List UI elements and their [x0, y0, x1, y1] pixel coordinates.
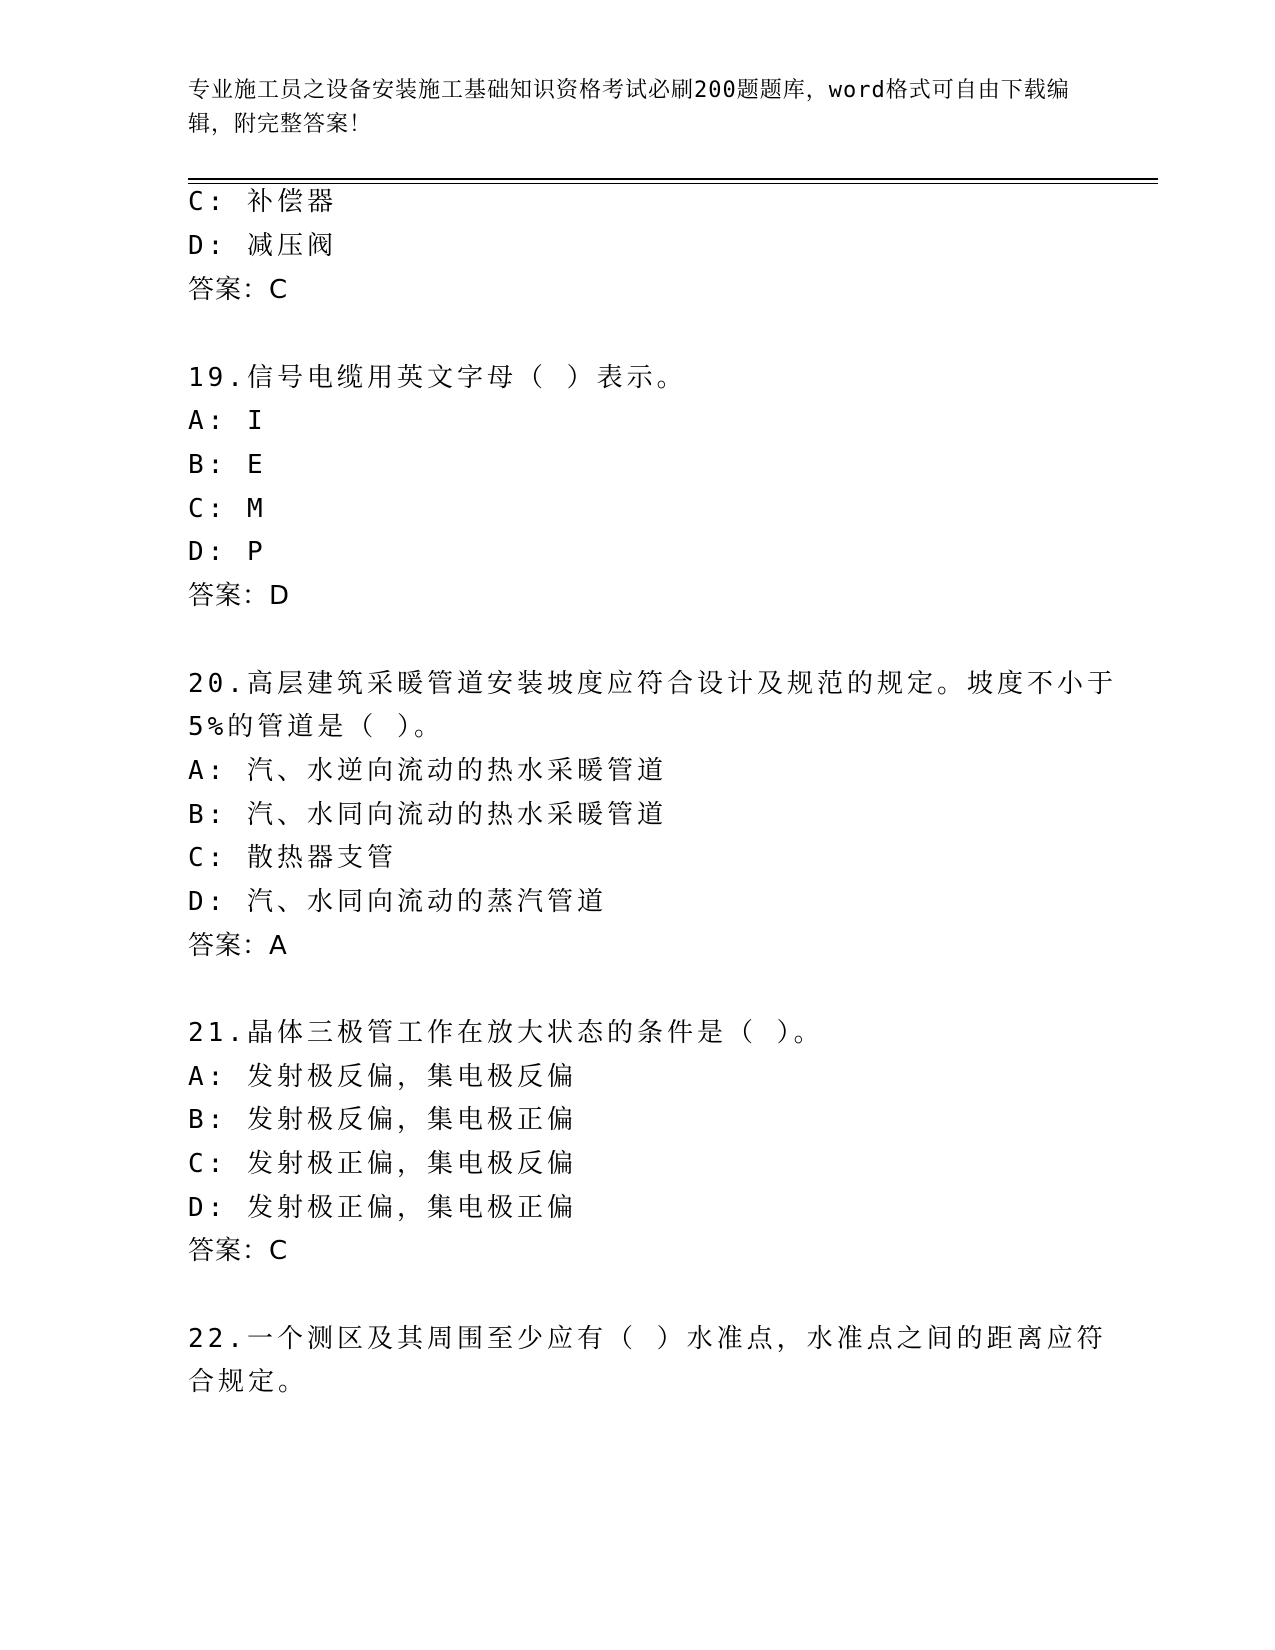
answer-line: 答案：A	[188, 931, 288, 961]
option-c: C: 补偿器	[188, 187, 337, 217]
option-b: B: 发射极反偏，集电极正偏	[188, 1105, 577, 1135]
question-stem-continued: 5%的管道是（ ）。	[188, 712, 444, 742]
option-d: D: 发射极正偏，集电极正偏	[188, 1193, 577, 1223]
answer-line: 答案：C	[188, 275, 289, 305]
question-stem: 21.晶体三极管工作在放大状态的条件是（ ）。	[188, 1018, 824, 1048]
option-c: C: 散热器支管	[188, 843, 397, 873]
option-a: A: I	[188, 406, 267, 436]
answer-line: 答案：C	[188, 1236, 289, 1266]
document-title: 专业施工员之设备安装施工基础知识资格考试必刷200题题库，word格式可自由下载编辑，附完整答案！	[188, 78, 1070, 137]
header-divider-thick	[188, 178, 1158, 180]
option-c: C: 发射极正偏，集电极反偏	[188, 1149, 577, 1179]
header-divider-thin	[188, 183, 1158, 184]
option-b: B: 汽、水同向流动的热水采暖管道	[188, 800, 667, 830]
question-stem: 20.高层建筑采暖管道安装坡度应符合设计及规范的规定。坡度不小于	[188, 669, 1117, 699]
question-stem: 22.一个测区及其周围至少应有（ ）水准点，水准点之间的距离应符	[188, 1324, 1107, 1354]
question-stem: 19.信号电缆用英文字母（ ）表示。	[188, 363, 687, 393]
answer-line: 答案：D	[188, 581, 291, 611]
option-d: D: 汽、水同向流动的蒸汽管道	[188, 887, 607, 917]
question-stem-continued: 合规定。	[188, 1367, 309, 1397]
option-b: B: E	[188, 450, 267, 480]
option-a: A: 汽、水逆向流动的热水采暖管道	[188, 756, 667, 786]
option-a: A: 发射极反偏，集电极反偏	[188, 1062, 577, 1092]
option-d: D: 减压阀	[188, 231, 337, 261]
option-d: D: P	[188, 537, 267, 567]
option-c: C: M	[188, 494, 267, 524]
